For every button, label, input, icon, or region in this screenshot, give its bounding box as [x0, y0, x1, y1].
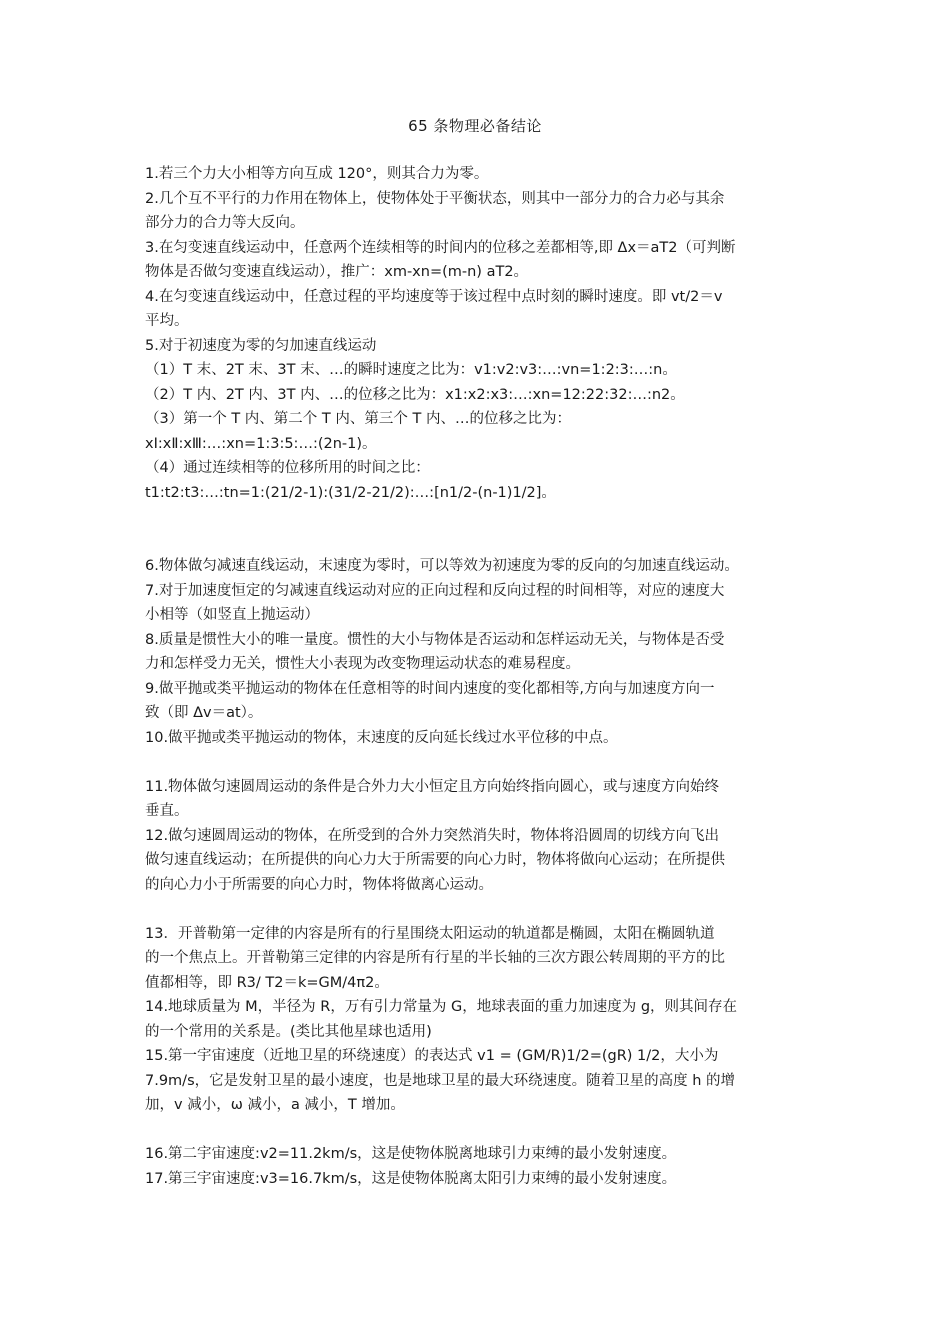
text-line: 4.在匀变速直线运动中，任意过程的平均速度等于该过程中点时刻的瞬时速度。即 vt/2＝v	[145, 288, 723, 305]
document-body	[145, 162, 815, 1191]
text-line: 16.第二宇宙速度:v2=11.2km/s，这是使物体脱离地球引力束缚的最小发射速度。	[145, 1146, 677, 1162]
text-line: 做匀速直线运动；在所提供的向心力大于所需要的向心力时，物体将做向心运动；在所提供	[145, 852, 725, 868]
text-line: 物体是否做匀变速直线运动），推广：xm-xn=(m-n) aT2。	[145, 264, 529, 280]
text-line: （4）通过连续相等的位移所用的时间之比：	[145, 460, 430, 476]
text-line: 1.若三个力大小相等方向互成 120°，则其合力为零。	[145, 166, 489, 182]
text-line: t1:t2:t3:…:tn=1:(21/2-1):(31/2-21/2):…:[n1/2-(n-1)1/2]。	[145, 484, 556, 501]
text-line: 6.物体做匀减速直线运动，末速度为零时，可以等效为初速度为零的反向的匀加速直线运动。	[145, 558, 739, 574]
text-line: 11.物体做匀速圆周运动的条件是合外力大小恒定且方向始终指向圆心，或与速度方向始终	[145, 778, 720, 795]
section-spacer	[145, 897, 815, 922]
section-spacer	[145, 750, 815, 775]
text-line: 力和怎样受力无关，惯性大小表现为改变物理运动状态的难易程度。	[145, 656, 580, 672]
text-line: 值都相等，即 R3/ T2＝k=GM/4π2。	[145, 974, 389, 991]
text-line: 部分力的合力等大反向。	[145, 215, 305, 231]
text-line: 小相等（如竖直上抛运动）	[145, 607, 319, 623]
text-line: 7.9m/s，它是发射卫星的最小速度，也是地球卫星的最大环绕速度。随着卫星的高度 h 的增	[145, 1072, 736, 1089]
text-line: 的一个常用的关系是。(类比其他星球也适用)	[145, 1023, 432, 1040]
text-line: 12.做匀速圆周运动的物体，在所受到的合外力突然消失时，物体将沿圆周的切线方向飞出	[145, 827, 720, 844]
text-line: 7.对于加速度恒定的匀减速直线运动对应的正向过程和反向过程的时间相等，对应的速度大	[145, 582, 725, 599]
text-line: 5.对于初速度为零的匀加速直线运动	[145, 337, 377, 354]
section-spacer	[145, 1118, 815, 1143]
text-line: 3.在匀变速直线运动中，任意两个连续相等的时间内的位移之差都相等,即 Δx＝aT2（可判断	[145, 239, 736, 256]
text-line: 9.做平抛或类平抛运动的物体在任意相等的时间内速度的变化都相等,方向与加速度方向一	[145, 680, 715, 697]
text-line: 10.做平抛或类平抛运动的物体，末速度的反向延长线过水平位移的中点。	[145, 729, 618, 746]
text-line: 15.第一宇宙速度（近地卫星的环绕速度）的表达式 v1 = (GM/R)1/2=(gR) 1/2，大小为	[145, 1048, 719, 1064]
section-spacer	[145, 505, 815, 554]
text-line: 致（即 Δv＝at）。	[145, 705, 263, 721]
text-line: 8.质量是惯性大小的唯一量度。惯性的大小与物体是否运动和怎样运动无关，与物体是否受	[145, 631, 725, 648]
text-line: （2）T 内、2T 内、3T 内、…的位移之比为：x1:x2:x3:…:xn=12:22:32:…:n2。	[145, 386, 685, 403]
text-line: 17.第三宇宙速度:v3=16.7km/s，这是使物体脱离太阳引力束缚的最小发射速度。	[145, 1170, 677, 1187]
text-line: （3）第一个 T 内、第二个 T 内、第三个 T 内、…的位移之比为：	[145, 411, 571, 427]
text-line: 的一个焦点上。开普勒第三定律的内容是所有行星的半长轴的三次方跟公转周期的平方的比	[145, 950, 725, 966]
text-line: xⅠ:xⅡ:xⅢ:…:xn=1:3:5:…:(2n-1)。	[145, 435, 377, 452]
page-title: 65 条物理必备结论	[408, 117, 542, 135]
text-line: 平均。	[145, 313, 189, 329]
text-line: （1）T 末、2T 末、3T 末、…的瞬时速度之比为：v1:v2:v3:…:vn=1:2:3:…:n。	[145, 362, 677, 378]
text-line: 垂直。	[145, 803, 189, 819]
text-line: 13．开普勒第一定律的内容是所有的行星围绕太阳运动的轨道都是椭圆，太阳在椭圆轨道	[145, 925, 715, 942]
text-line: 的向心力小于所需要的向心力时，物体将做离心运动。	[145, 876, 493, 893]
text-line: 加，v 减小，ω 减小，a 减小，T 增加。	[145, 1097, 405, 1113]
text-line: 2.几个互不平行的力作用在物体上，使物体处于平衡状态，则其中一部分力的合力必与其余	[145, 190, 725, 207]
text-line: 14.地球质量为 M，半径为 R，万有引力常量为 G，地球表面的重力加速度为 g，则其间存在	[145, 999, 738, 1015]
